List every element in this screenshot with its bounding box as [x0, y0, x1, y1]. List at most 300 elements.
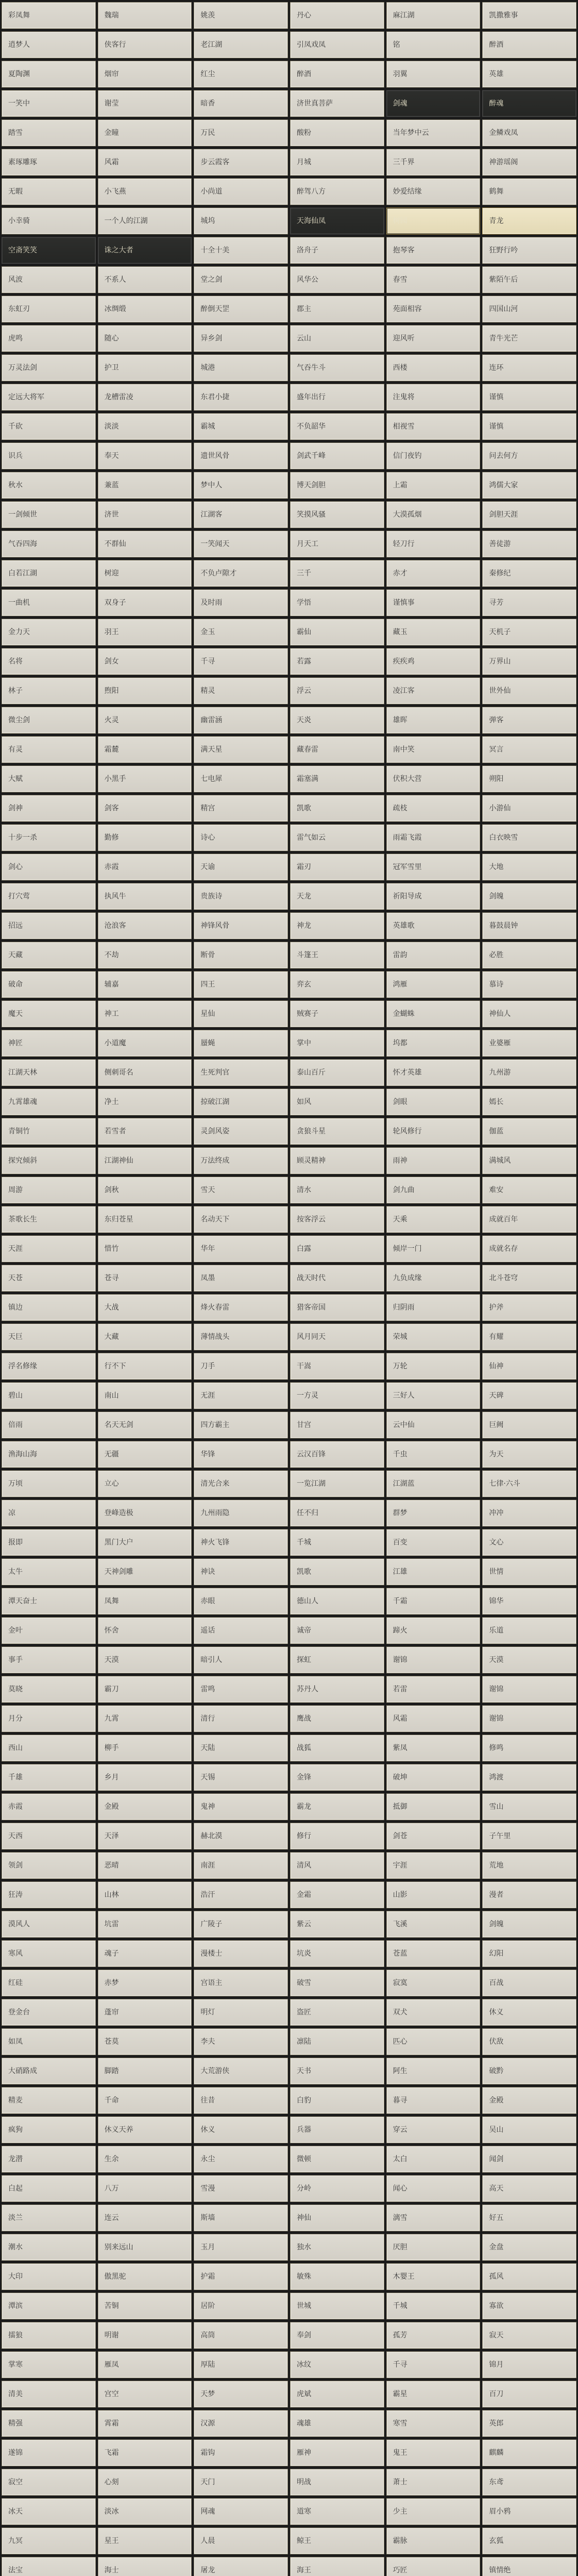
name-cell[interactable] [98, 1470, 192, 1497]
name-cell[interactable] [290, 1235, 384, 1262]
name-cell[interactable] [2, 1118, 96, 1145]
name-cell[interactable] [194, 1412, 288, 1438]
name-cell[interactable] [98, 1588, 192, 1615]
name-cell[interactable] [2, 1206, 96, 1233]
name-cell[interactable] [98, 2, 192, 29]
name-cell[interactable] [290, 384, 384, 411]
name-cell[interactable] [290, 266, 384, 293]
name-cell[interactable] [290, 1030, 384, 1057]
name-cell[interactable] [482, 560, 576, 587]
name-cell[interactable] [482, 2439, 576, 2466]
name-cell[interactable] [98, 1500, 192, 1527]
name-cell[interactable] [194, 648, 288, 675]
name-cell[interactable] [386, 384, 481, 411]
name-cell[interactable] [2, 912, 96, 939]
name-cell[interactable] [482, 2028, 576, 2055]
name-cell[interactable] [194, 1382, 288, 1409]
name-cell[interactable] [2, 296, 96, 323]
name-cell[interactable] [386, 501, 481, 528]
name-cell[interactable] [98, 795, 192, 822]
name-cell[interactable] [98, 1558, 192, 1585]
name-cell[interactable] [290, 1118, 384, 1145]
name-cell[interactable] [386, 795, 481, 822]
name-cell[interactable] [482, 2116, 576, 2143]
name-cell[interactable] [482, 178, 576, 205]
name-cell[interactable] [194, 1647, 288, 1673]
name-cell[interactable] [98, 2028, 192, 2055]
name-cell[interactable] [290, 1206, 384, 1233]
name-cell[interactable] [386, 1001, 481, 1027]
name-cell[interactable] [290, 1265, 384, 1292]
name-cell[interactable] [98, 912, 192, 939]
name-cell[interactable] [98, 354, 192, 381]
name-cell[interactable] [482, 2351, 576, 2378]
name-cell[interactable] [98, 120, 192, 146]
name-cell[interactable] [194, 1940, 288, 1967]
name-cell[interactable] [2, 1382, 96, 1409]
name-cell[interactable] [194, 912, 288, 939]
name-cell[interactable] [194, 736, 288, 763]
name-cell[interactable] [290, 589, 384, 616]
name-cell[interactable] [2, 2116, 96, 2143]
name-cell[interactable] [290, 178, 384, 205]
name-cell[interactable] [482, 648, 576, 675]
name-cell[interactable] [290, 1470, 384, 1497]
name-cell[interactable] [290, 1588, 384, 1615]
name-cell[interactable] [386, 1999, 481, 2026]
name-cell[interactable] [386, 1294, 481, 1321]
name-cell[interactable] [482, 2381, 576, 2408]
name-cell[interactable] [482, 971, 576, 998]
name-cell[interactable] [386, 1059, 481, 1086]
name-cell[interactable] [386, 2351, 481, 2378]
name-cell[interactable] [194, 1118, 288, 1145]
name-cell[interactable] [98, 1882, 192, 1908]
name-cell[interactable] [98, 2146, 192, 2173]
name-cell[interactable] [290, 707, 384, 734]
name-cell[interactable] [482, 1294, 576, 1321]
name-cell[interactable] [290, 2058, 384, 2084]
name-cell[interactable] [386, 208, 481, 234]
name-cell[interactable] [290, 2293, 384, 2319]
name-cell[interactable] [98, 1235, 192, 1262]
name-cell[interactable] [194, 1588, 288, 1615]
name-cell[interactable] [2, 1500, 96, 1527]
name-cell[interactable] [2, 1030, 96, 1057]
name-cell[interactable] [194, 1353, 288, 1380]
name-cell[interactable] [194, 1970, 288, 1996]
name-cell[interactable] [2, 648, 96, 675]
name-cell[interactable] [194, 1206, 288, 1233]
name-cell[interactable] [194, 1764, 288, 1791]
name-cell[interactable] [386, 1441, 481, 1468]
name-cell[interactable] [194, 2146, 288, 2173]
name-cell[interactable] [98, 1529, 192, 1556]
name-cell[interactable] [290, 883, 384, 910]
name-cell[interactable] [2, 90, 96, 117]
name-cell[interactable] [194, 1529, 288, 1556]
name-cell[interactable] [482, 1852, 576, 1879]
name-cell[interactable] [98, 208, 192, 234]
name-cell[interactable] [2, 2028, 96, 2055]
name-cell[interactable] [2, 1059, 96, 1086]
name-cell[interactable] [2, 971, 96, 998]
name-cell[interactable] [386, 1177, 481, 1204]
name-cell[interactable] [482, 1382, 576, 1409]
name-cell[interactable] [2, 1970, 96, 1996]
name-cell[interactable] [386, 619, 481, 646]
name-cell[interactable] [386, 1265, 481, 1292]
name-cell[interactable] [290, 296, 384, 323]
name-cell[interactable] [98, 2439, 192, 2466]
name-cell[interactable] [98, 1970, 192, 1996]
name-cell[interactable] [482, 1676, 576, 1703]
name-cell[interactable] [194, 1294, 288, 1321]
name-cell[interactable] [290, 824, 384, 851]
name-cell[interactable] [98, 589, 192, 616]
name-cell[interactable] [2, 1001, 96, 1027]
name-cell[interactable] [194, 824, 288, 851]
name-cell[interactable] [194, 2410, 288, 2437]
name-cell[interactable] [98, 2205, 192, 2231]
name-cell[interactable] [2, 384, 96, 411]
name-cell[interactable] [290, 1059, 384, 1086]
name-cell[interactable] [2, 1588, 96, 1615]
name-cell[interactable] [98, 2322, 192, 2349]
name-cell[interactable] [290, 1382, 384, 1409]
name-cell[interactable] [386, 1089, 481, 1115]
name-cell[interactable] [194, 1911, 288, 1938]
name-cell[interactable] [2, 1617, 96, 1644]
name-cell[interactable] [386, 1558, 481, 1585]
name-cell[interactable] [194, 2175, 288, 2202]
name-cell[interactable] [194, 1617, 288, 1644]
name-cell[interactable] [290, 795, 384, 822]
name-cell[interactable] [194, 384, 288, 411]
name-cell[interactable] [98, 824, 192, 851]
name-cell[interactable] [98, 178, 192, 205]
name-cell[interactable] [386, 1793, 481, 1820]
name-cell[interactable] [2, 677, 96, 704]
name-cell[interactable] [386, 1412, 481, 1438]
name-cell[interactable] [98, 384, 192, 411]
name-cell[interactable] [98, 472, 192, 499]
name-cell[interactable] [482, 1353, 576, 1380]
name-cell[interactable] [386, 2028, 481, 2055]
name-cell[interactable] [2, 1911, 96, 1938]
name-cell[interactable] [194, 2028, 288, 2055]
name-cell[interactable] [98, 1647, 192, 1673]
name-cell[interactable] [290, 237, 384, 264]
name-cell[interactable] [194, 296, 288, 323]
name-cell[interactable] [194, 1030, 288, 1057]
name-cell[interactable] [290, 1970, 384, 1996]
name-cell[interactable] [290, 854, 384, 880]
name-cell[interactable] [386, 2146, 481, 2173]
name-cell[interactable] [194, 1235, 288, 1262]
name-cell[interactable] [194, 677, 288, 704]
name-cell[interactable] [194, 501, 288, 528]
name-cell[interactable] [290, 2381, 384, 2408]
name-cell[interactable] [2, 560, 96, 587]
name-cell[interactable] [194, 707, 288, 734]
name-cell[interactable] [98, 883, 192, 910]
name-cell[interactable] [482, 1529, 576, 1556]
name-cell[interactable] [290, 2263, 384, 2290]
name-cell[interactable] [386, 325, 481, 352]
name-cell[interactable] [290, 2439, 384, 2466]
name-cell[interactable] [482, 1412, 576, 1438]
name-cell[interactable] [482, 1089, 576, 1115]
name-cell[interactable] [482, 472, 576, 499]
name-cell[interactable] [98, 1001, 192, 1027]
name-cell[interactable] [482, 2557, 576, 2576]
name-cell[interactable] [2, 354, 96, 381]
name-cell[interactable] [98, 2087, 192, 2114]
name-cell[interactable] [386, 2469, 481, 2496]
name-cell[interactable] [386, 736, 481, 763]
name-cell[interactable] [2, 1177, 96, 1204]
name-cell[interactable] [98, 942, 192, 969]
name-cell[interactable] [194, 854, 288, 880]
name-cell[interactable] [386, 1353, 481, 1380]
name-cell[interactable] [194, 1147, 288, 1174]
name-cell[interactable] [194, 354, 288, 381]
name-cell[interactable] [2, 237, 96, 264]
name-cell[interactable] [194, 1324, 288, 1350]
name-cell[interactable] [2, 2, 96, 29]
name-cell[interactable] [482, 90, 576, 117]
name-cell[interactable] [2, 1089, 96, 1115]
name-cell[interactable] [482, 2058, 576, 2084]
name-cell[interactable] [386, 61, 481, 88]
name-cell[interactable] [2, 795, 96, 822]
name-cell[interactable] [482, 1001, 576, 1027]
name-cell[interactable] [2, 1353, 96, 1380]
name-cell[interactable] [290, 1823, 384, 1850]
name-cell[interactable] [98, 1177, 192, 1204]
name-cell[interactable] [482, 1177, 576, 1204]
name-cell[interactable] [482, 2087, 576, 2114]
name-cell[interactable] [98, 1118, 192, 1145]
name-cell[interactable] [2, 1558, 96, 1585]
name-cell[interactable] [482, 2234, 576, 2261]
name-cell[interactable] [290, 1793, 384, 1820]
name-cell[interactable] [194, 2439, 288, 2466]
name-cell[interactable] [482, 1999, 576, 2026]
name-cell[interactable] [2, 1793, 96, 1820]
name-cell[interactable] [98, 648, 192, 675]
name-cell[interactable] [194, 2293, 288, 2319]
name-cell[interactable] [290, 2469, 384, 2496]
name-cell[interactable] [386, 1235, 481, 1262]
name-cell[interactable] [194, 149, 288, 176]
name-cell[interactable] [194, 1001, 288, 1027]
name-cell[interactable] [194, 2557, 288, 2576]
name-cell[interactable] [98, 325, 192, 352]
name-cell[interactable] [194, 2322, 288, 2349]
name-cell[interactable] [2, 2263, 96, 2290]
name-cell[interactable] [386, 766, 481, 792]
name-cell[interactable] [2, 1441, 96, 1468]
name-cell[interactable] [2, 1529, 96, 1556]
name-cell[interactable] [482, 1500, 576, 1527]
name-cell[interactable] [290, 1911, 384, 1938]
name-cell[interactable] [2, 31, 96, 58]
name-cell[interactable] [482, 2205, 576, 2231]
name-cell[interactable] [290, 736, 384, 763]
name-cell[interactable] [386, 1823, 481, 1850]
name-cell[interactable] [290, 1617, 384, 1644]
name-cell[interactable] [98, 1265, 192, 1292]
name-cell[interactable] [194, 560, 288, 587]
name-cell[interactable] [98, 2469, 192, 2496]
name-cell[interactable] [290, 2410, 384, 2437]
name-cell[interactable] [482, 1558, 576, 1585]
name-cell[interactable] [2, 1470, 96, 1497]
name-cell[interactable] [98, 90, 192, 117]
name-cell[interactable] [290, 472, 384, 499]
name-cell[interactable] [194, 2263, 288, 2290]
name-cell[interactable] [386, 2293, 481, 2319]
name-cell[interactable] [482, 854, 576, 880]
name-cell[interactable] [386, 2263, 481, 2290]
name-cell[interactable] [98, 531, 192, 557]
name-cell[interactable] [482, 824, 576, 851]
name-cell[interactable] [482, 384, 576, 411]
name-cell[interactable] [482, 443, 576, 469]
name-cell[interactable] [2, 2175, 96, 2202]
name-cell[interactable] [2, 2351, 96, 2378]
name-cell[interactable] [482, 1265, 576, 1292]
name-cell[interactable] [2, 2205, 96, 2231]
name-cell[interactable] [386, 472, 481, 499]
name-cell[interactable] [98, 1147, 192, 1174]
name-cell[interactable] [290, 2351, 384, 2378]
name-cell[interactable] [290, 2322, 384, 2349]
name-cell[interactable] [290, 354, 384, 381]
name-cell[interactable] [98, 1764, 192, 1791]
name-cell[interactable] [98, 736, 192, 763]
name-cell[interactable] [98, 1382, 192, 1409]
name-cell[interactable] [482, 1059, 576, 1086]
name-cell[interactable] [98, 2058, 192, 2084]
name-cell[interactable] [386, 354, 481, 381]
name-cell[interactable] [194, 1089, 288, 1115]
name-cell[interactable] [2, 266, 96, 293]
name-cell[interactable] [2, 1999, 96, 2026]
name-cell[interactable] [482, 1118, 576, 1145]
name-cell[interactable] [98, 2234, 192, 2261]
name-cell[interactable] [2, 2058, 96, 2084]
name-cell[interactable] [194, 2528, 288, 2554]
name-cell[interactable] [194, 1500, 288, 1527]
name-cell[interactable] [194, 1852, 288, 1879]
name-cell[interactable] [194, 1735, 288, 1761]
name-cell[interactable] [194, 120, 288, 146]
name-cell[interactable] [386, 707, 481, 734]
name-cell[interactable] [290, 149, 384, 176]
name-cell[interactable] [386, 942, 481, 969]
name-cell[interactable] [482, 2263, 576, 2290]
name-cell[interactable] [194, 325, 288, 352]
name-cell[interactable] [2, 707, 96, 734]
name-cell[interactable] [98, 443, 192, 469]
name-cell[interactable] [194, 2058, 288, 2084]
name-cell[interactable] [290, 325, 384, 352]
name-cell[interactable] [98, 2175, 192, 2202]
name-cell[interactable] [98, 1793, 192, 1820]
name-cell[interactable] [386, 1705, 481, 1732]
name-cell[interactable] [194, 1177, 288, 1204]
name-cell[interactable] [194, 1676, 288, 1703]
name-cell[interactable] [98, 1030, 192, 1057]
name-cell[interactable] [290, 1999, 384, 2026]
name-cell[interactable] [98, 2263, 192, 2290]
name-cell[interactable] [98, 1823, 192, 1850]
name-cell[interactable] [290, 1294, 384, 1321]
name-cell[interactable] [386, 1647, 481, 1673]
name-cell[interactable] [482, 1764, 576, 1791]
name-cell[interactable] [290, 120, 384, 146]
name-cell[interactable] [2, 883, 96, 910]
name-cell[interactable] [98, 1294, 192, 1321]
name-cell[interactable] [98, 2293, 192, 2319]
name-cell[interactable] [386, 971, 481, 998]
name-cell[interactable] [386, 824, 481, 851]
name-cell[interactable] [386, 120, 481, 146]
name-cell[interactable] [482, 2175, 576, 2202]
name-cell[interactable] [290, 413, 384, 440]
name-cell[interactable] [482, 2322, 576, 2349]
name-cell[interactable] [2, 854, 96, 880]
name-cell[interactable] [482, 1735, 576, 1761]
name-cell[interactable] [98, 707, 192, 734]
name-cell[interactable] [2, 2146, 96, 2173]
name-cell[interactable] [386, 1940, 481, 1967]
name-cell[interactable] [290, 1177, 384, 1204]
name-cell[interactable] [194, 31, 288, 58]
name-cell[interactable] [194, 795, 288, 822]
name-cell[interactable] [194, 413, 288, 440]
name-cell[interactable] [194, 1470, 288, 1497]
name-cell[interactable] [482, 1030, 576, 1057]
name-cell[interactable] [482, 589, 576, 616]
name-cell[interactable] [2, 472, 96, 499]
name-cell[interactable] [482, 1882, 576, 1908]
name-cell[interactable] [2, 1764, 96, 1791]
name-cell[interactable] [290, 1441, 384, 1468]
name-cell[interactable] [194, 589, 288, 616]
name-cell[interactable] [194, 90, 288, 117]
name-cell[interactable] [386, 2410, 481, 2437]
name-cell[interactable] [2, 178, 96, 205]
name-cell[interactable] [386, 1324, 481, 1350]
name-cell[interactable] [98, 560, 192, 587]
name-cell[interactable] [482, 619, 576, 646]
name-cell[interactable] [482, 2498, 576, 2525]
name-cell[interactable] [98, 1676, 192, 1703]
name-cell[interactable] [386, 266, 481, 293]
name-cell[interactable] [482, 736, 576, 763]
name-cell[interactable] [194, 942, 288, 969]
name-cell[interactable] [194, 2205, 288, 2231]
name-cell[interactable] [98, 413, 192, 440]
name-cell[interactable] [290, 2557, 384, 2576]
name-cell[interactable] [194, 2351, 288, 2378]
name-cell[interactable] [482, 208, 576, 234]
name-cell[interactable] [2, 1412, 96, 1438]
